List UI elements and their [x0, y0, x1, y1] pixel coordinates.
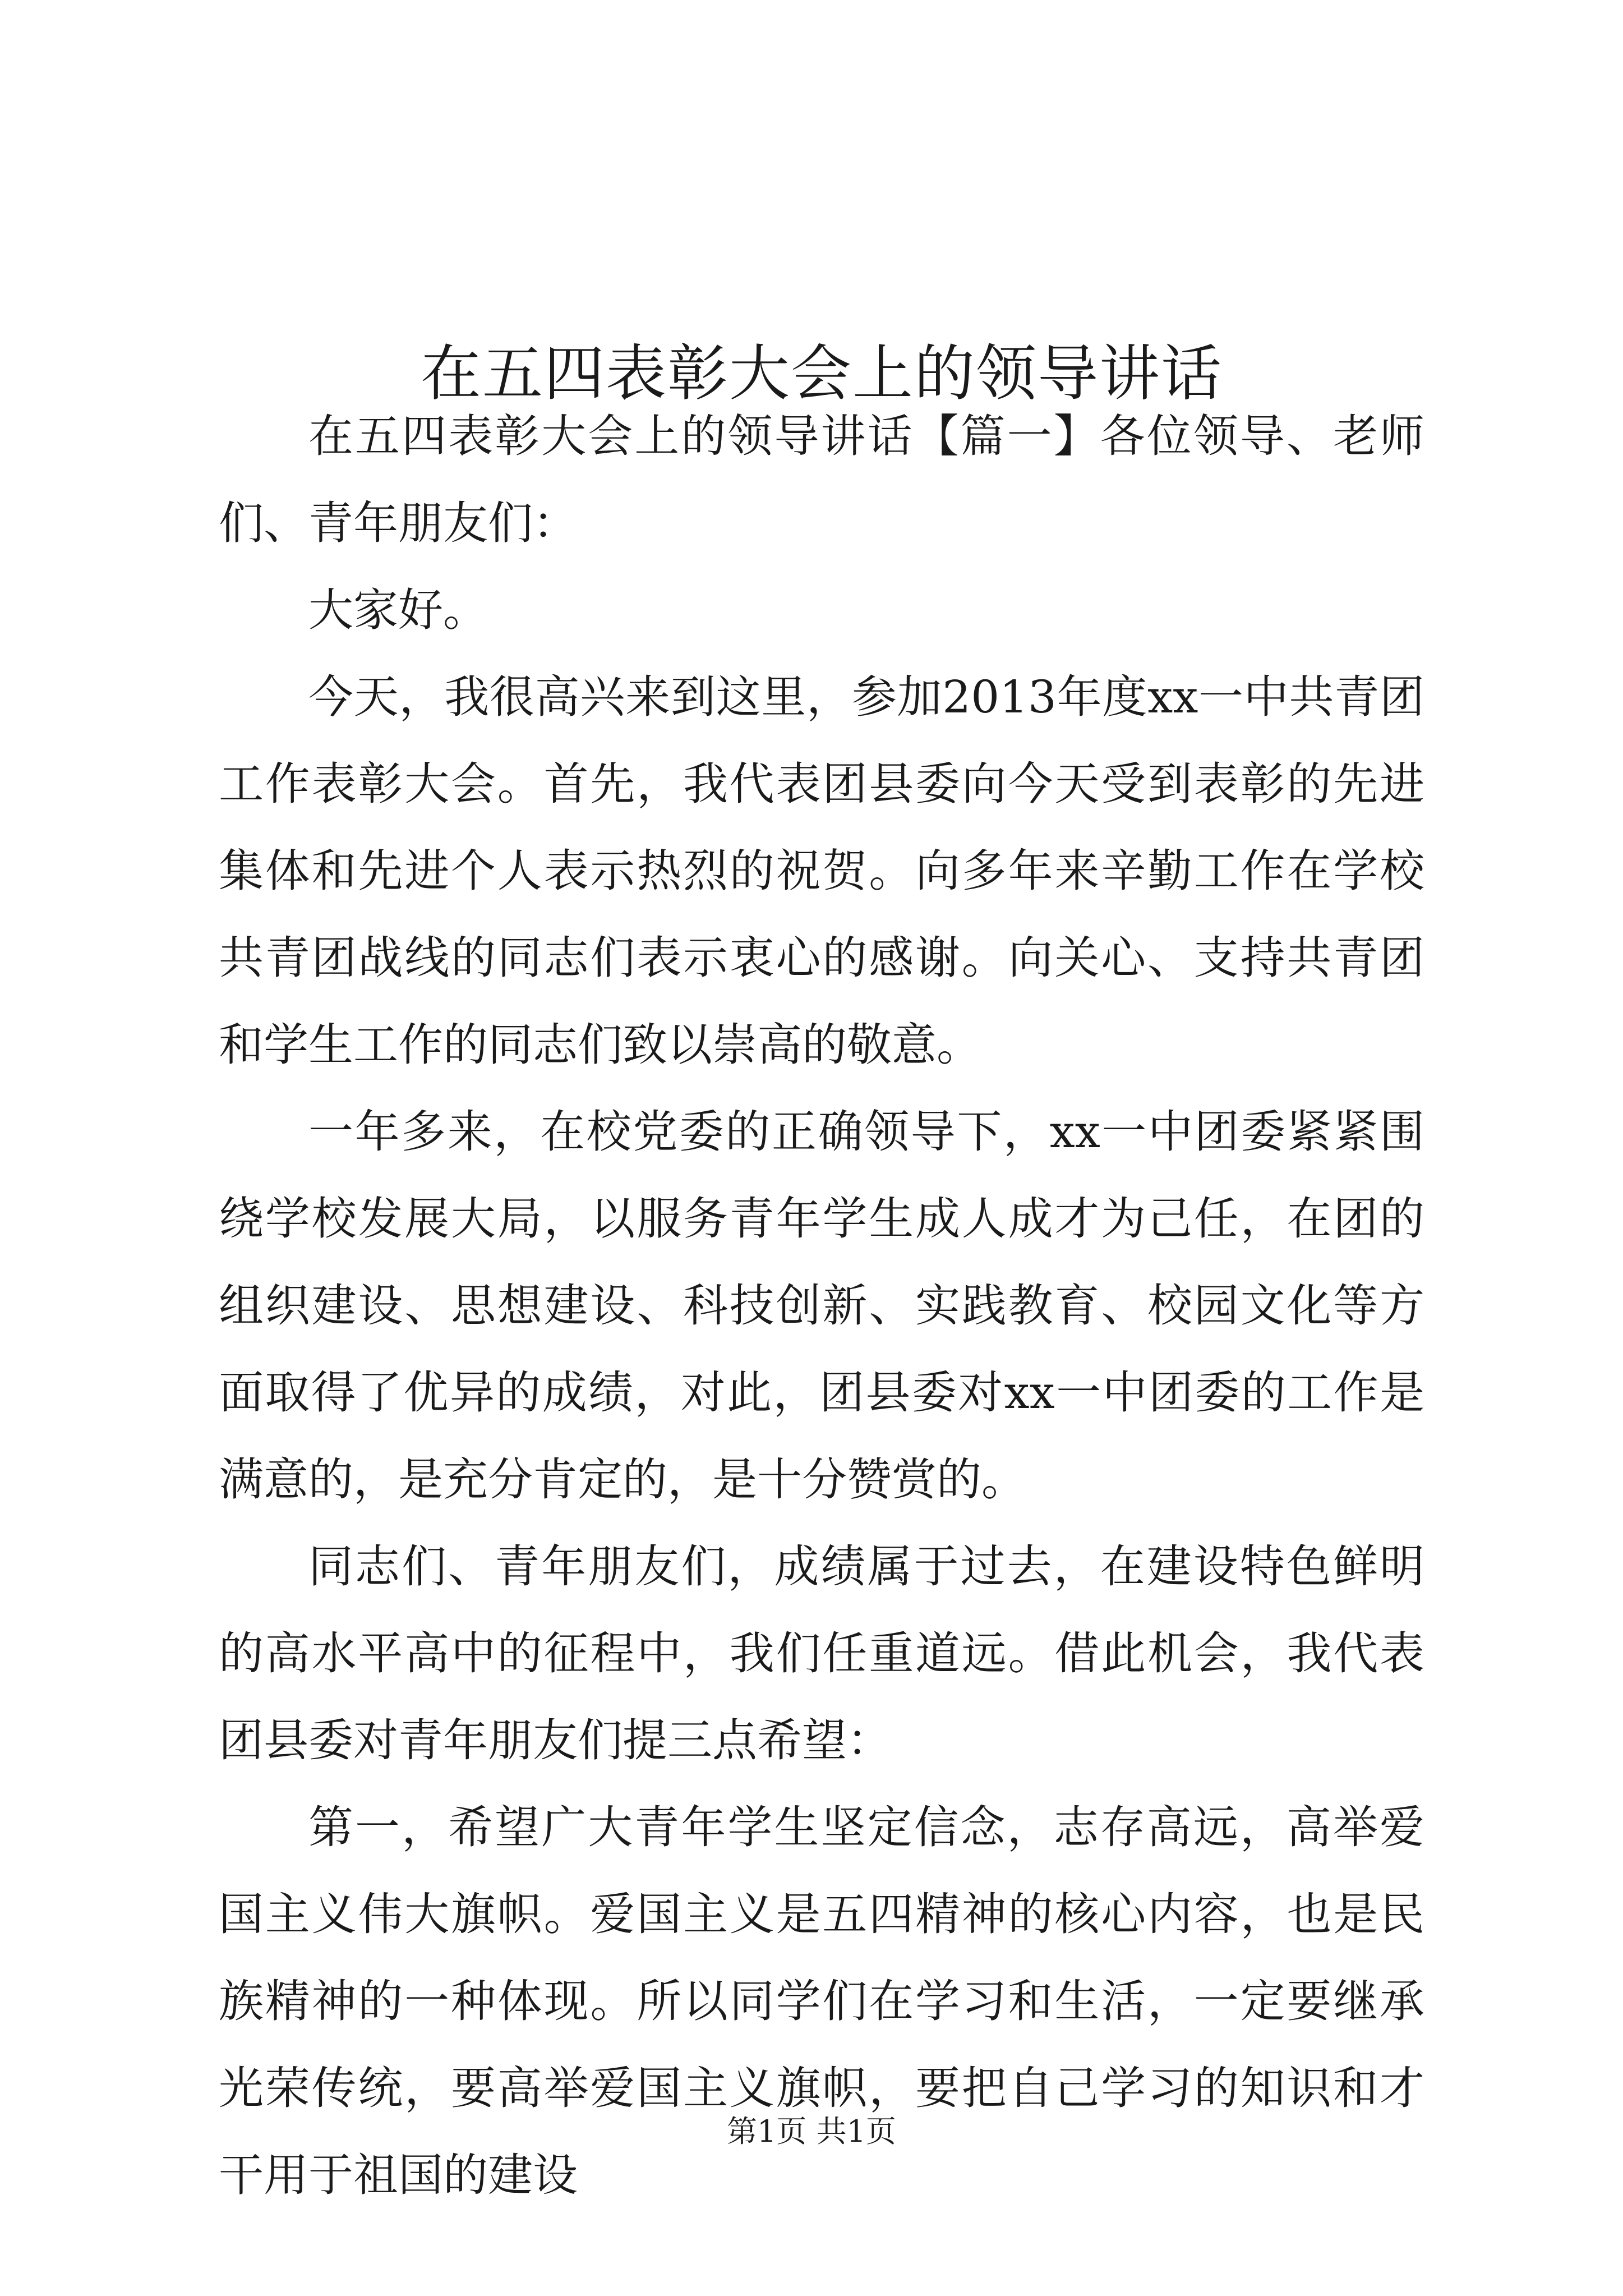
- paragraph-hello: 大家好。: [308, 584, 488, 636]
- paragraph-first-hope: 第一，希望广大青年学生坚定信念，志存高远，高举爱国主义伟大旗帜。爱国主义是五四精神的核心内容，也是民族精神的一种体现。所以同学们在学习和生活，一定要继承光荣传统，要高举爱国主义旗帜，要把自己学习的知识和才干用于祖国的建设: [219, 1801, 1424, 2201]
- document-title: 在五四表彰大会上的领导讲话: [420, 339, 1223, 409]
- paragraph-opening: 今天，我很高兴来到这里，参加2013年度xx一中共青团工作表彰大会。首先，我代表团县委向今天受到表彰的先进集体和先进个人表示热烈的祝贺。向多年来辛勤工作在学校共青团战线的同志们表示衷心的感谢。向关心、支持共青团和学生工作的同志们致以崇高的敬意。: [219, 671, 1424, 1071]
- document-body: [219, 393, 1424, 2219]
- paragraph-greeting: 在五四表彰大会上的领导讲话【篇一】各位领导、老师们、青年朋友们：: [219, 410, 1424, 549]
- page-footer: [0, 2109, 1623, 2154]
- paragraph-achievements: 一年多来，在校党委的正确领导下，xx一中团委紧紧围绕学校发展大局，以服务青年学生成人成才为己任，在团的组织建设、思想建设、科技创新、实践教育、校园文化等方面取得了优异的成绩，对此，团县委对xx一中团委的工作是满意的，是充分肯定的，是十分赞赏的。: [219, 1106, 1424, 1506]
- page-number: 第1页 共1页: [727, 2114, 896, 2149]
- paragraph-hopes-intro: 同志们、青年朋友们，成绩属于过去，在建设特色鲜明的高水平高中的征程中，我们任重道远。借此机会，我代表团县委对青年朋友们提三点希望：: [219, 1540, 1424, 1766]
